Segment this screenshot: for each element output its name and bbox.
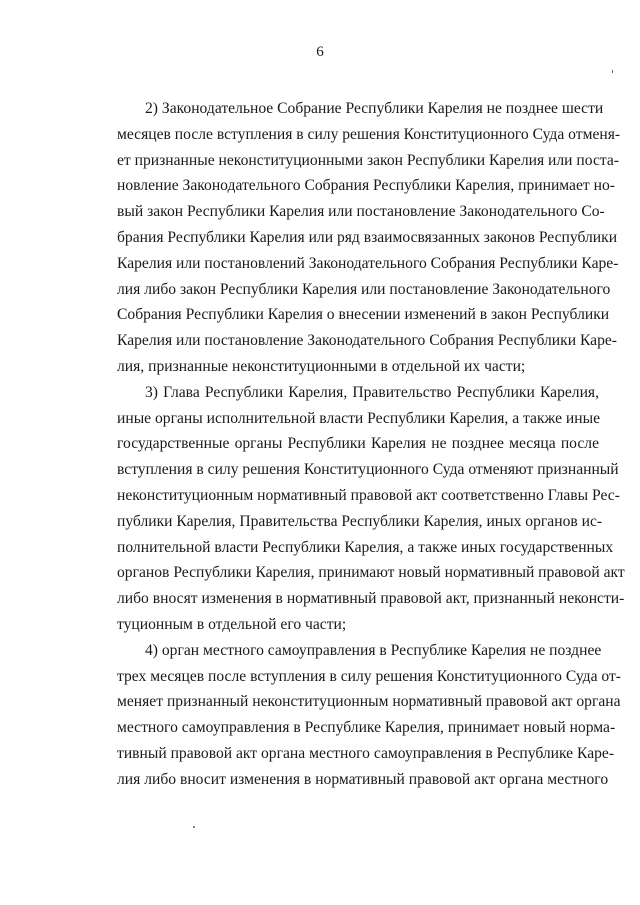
text-line: 4) орган местного самоуправления в Республике Карелия не позднее <box>145 641 602 659</box>
text-line: публики Карелия, Правительства Республики Карелия, иных органов ис- <box>117 512 603 530</box>
text-line: тивный правовой акт органа местного самоуправления в Республике Каре- <box>117 744 615 762</box>
text-line: полнительной власти Республики Карелия, а также иных государственных <box>117 538 614 556</box>
paragraph-4 <box>117 638 621 793</box>
text-line: иные органы исполнительной власти Республики Карелия, а также иные <box>117 409 601 427</box>
paragraph-2 <box>117 96 621 380</box>
text-line: вступления в силу решения Конституционного Суда отменяют признанный <box>117 461 619 479</box>
text-line: лия, признанные неконституционными в отдельной их части; <box>117 357 526 375</box>
paragraph-3 <box>117 380 625 638</box>
text-line: 3) Глава Республики Карелия, Правительство Республики Карелия, <box>145 383 599 401</box>
text-line: трех месяцев после вступления в силу решения Конституционного Суда от- <box>117 667 621 685</box>
text-line: неконституционным нормативный правовой акт соответственно Главы Рес- <box>117 486 620 504</box>
text-line: 2) Законодательное Собрание Республики Карелия не позднее шести <box>145 100 604 117</box>
page-number: 6 <box>316 44 324 60</box>
document-body <box>117 96 625 793</box>
text-line: Карелия или постановлений Законодательного Собрания Республики Каре- <box>117 254 619 272</box>
text-line: Собрания Республики Карелия о внесении изменений в закон Республики <box>117 306 610 324</box>
scan-speck <box>193 826 195 828</box>
text-line: ет признанные неконституционными закон Республики Карелия или поста- <box>117 151 619 169</box>
text-line: вый закон Республики Карелия или постановление Законодательного Со- <box>117 203 605 221</box>
text-line: местного самоуправления в Республике Карелия, принимает новый норма- <box>117 719 616 737</box>
text-line: брания Республики Карелия или ряд взаимосвязанных законов Республики <box>117 228 618 246</box>
text-line: месяцев после вступления в силу решения Конституционного Суда отменя- <box>117 125 621 143</box>
text-line: лия либо закон Республики Карелия или постановление Законодательного <box>117 280 611 298</box>
text-line: либо вносят изменения в нормативный правовой акт, признанный неконсти- <box>117 590 625 608</box>
text-line: государственные органы Республики Карелия не позднее месяца после <box>117 435 599 453</box>
text-line: новление Законодательного Собрания Республики Карелия, принимает но- <box>117 177 615 195</box>
text-line: туционным в отдельной его части; <box>117 615 347 633</box>
text-line: органов Республики Карелия, принимают новый нормативный правовой акт <box>117 564 625 582</box>
text-line: лия либо вносит изменения в нормативный правовой акт органа местного <box>117 770 609 788</box>
text-line: меняет признанный неконституционным нормативный правовой акт органа <box>117 693 621 711</box>
text-line: Карелия или постановление Законодательного Собрания Республики Каре- <box>117 332 617 350</box>
scan-speck <box>612 70 613 73</box>
